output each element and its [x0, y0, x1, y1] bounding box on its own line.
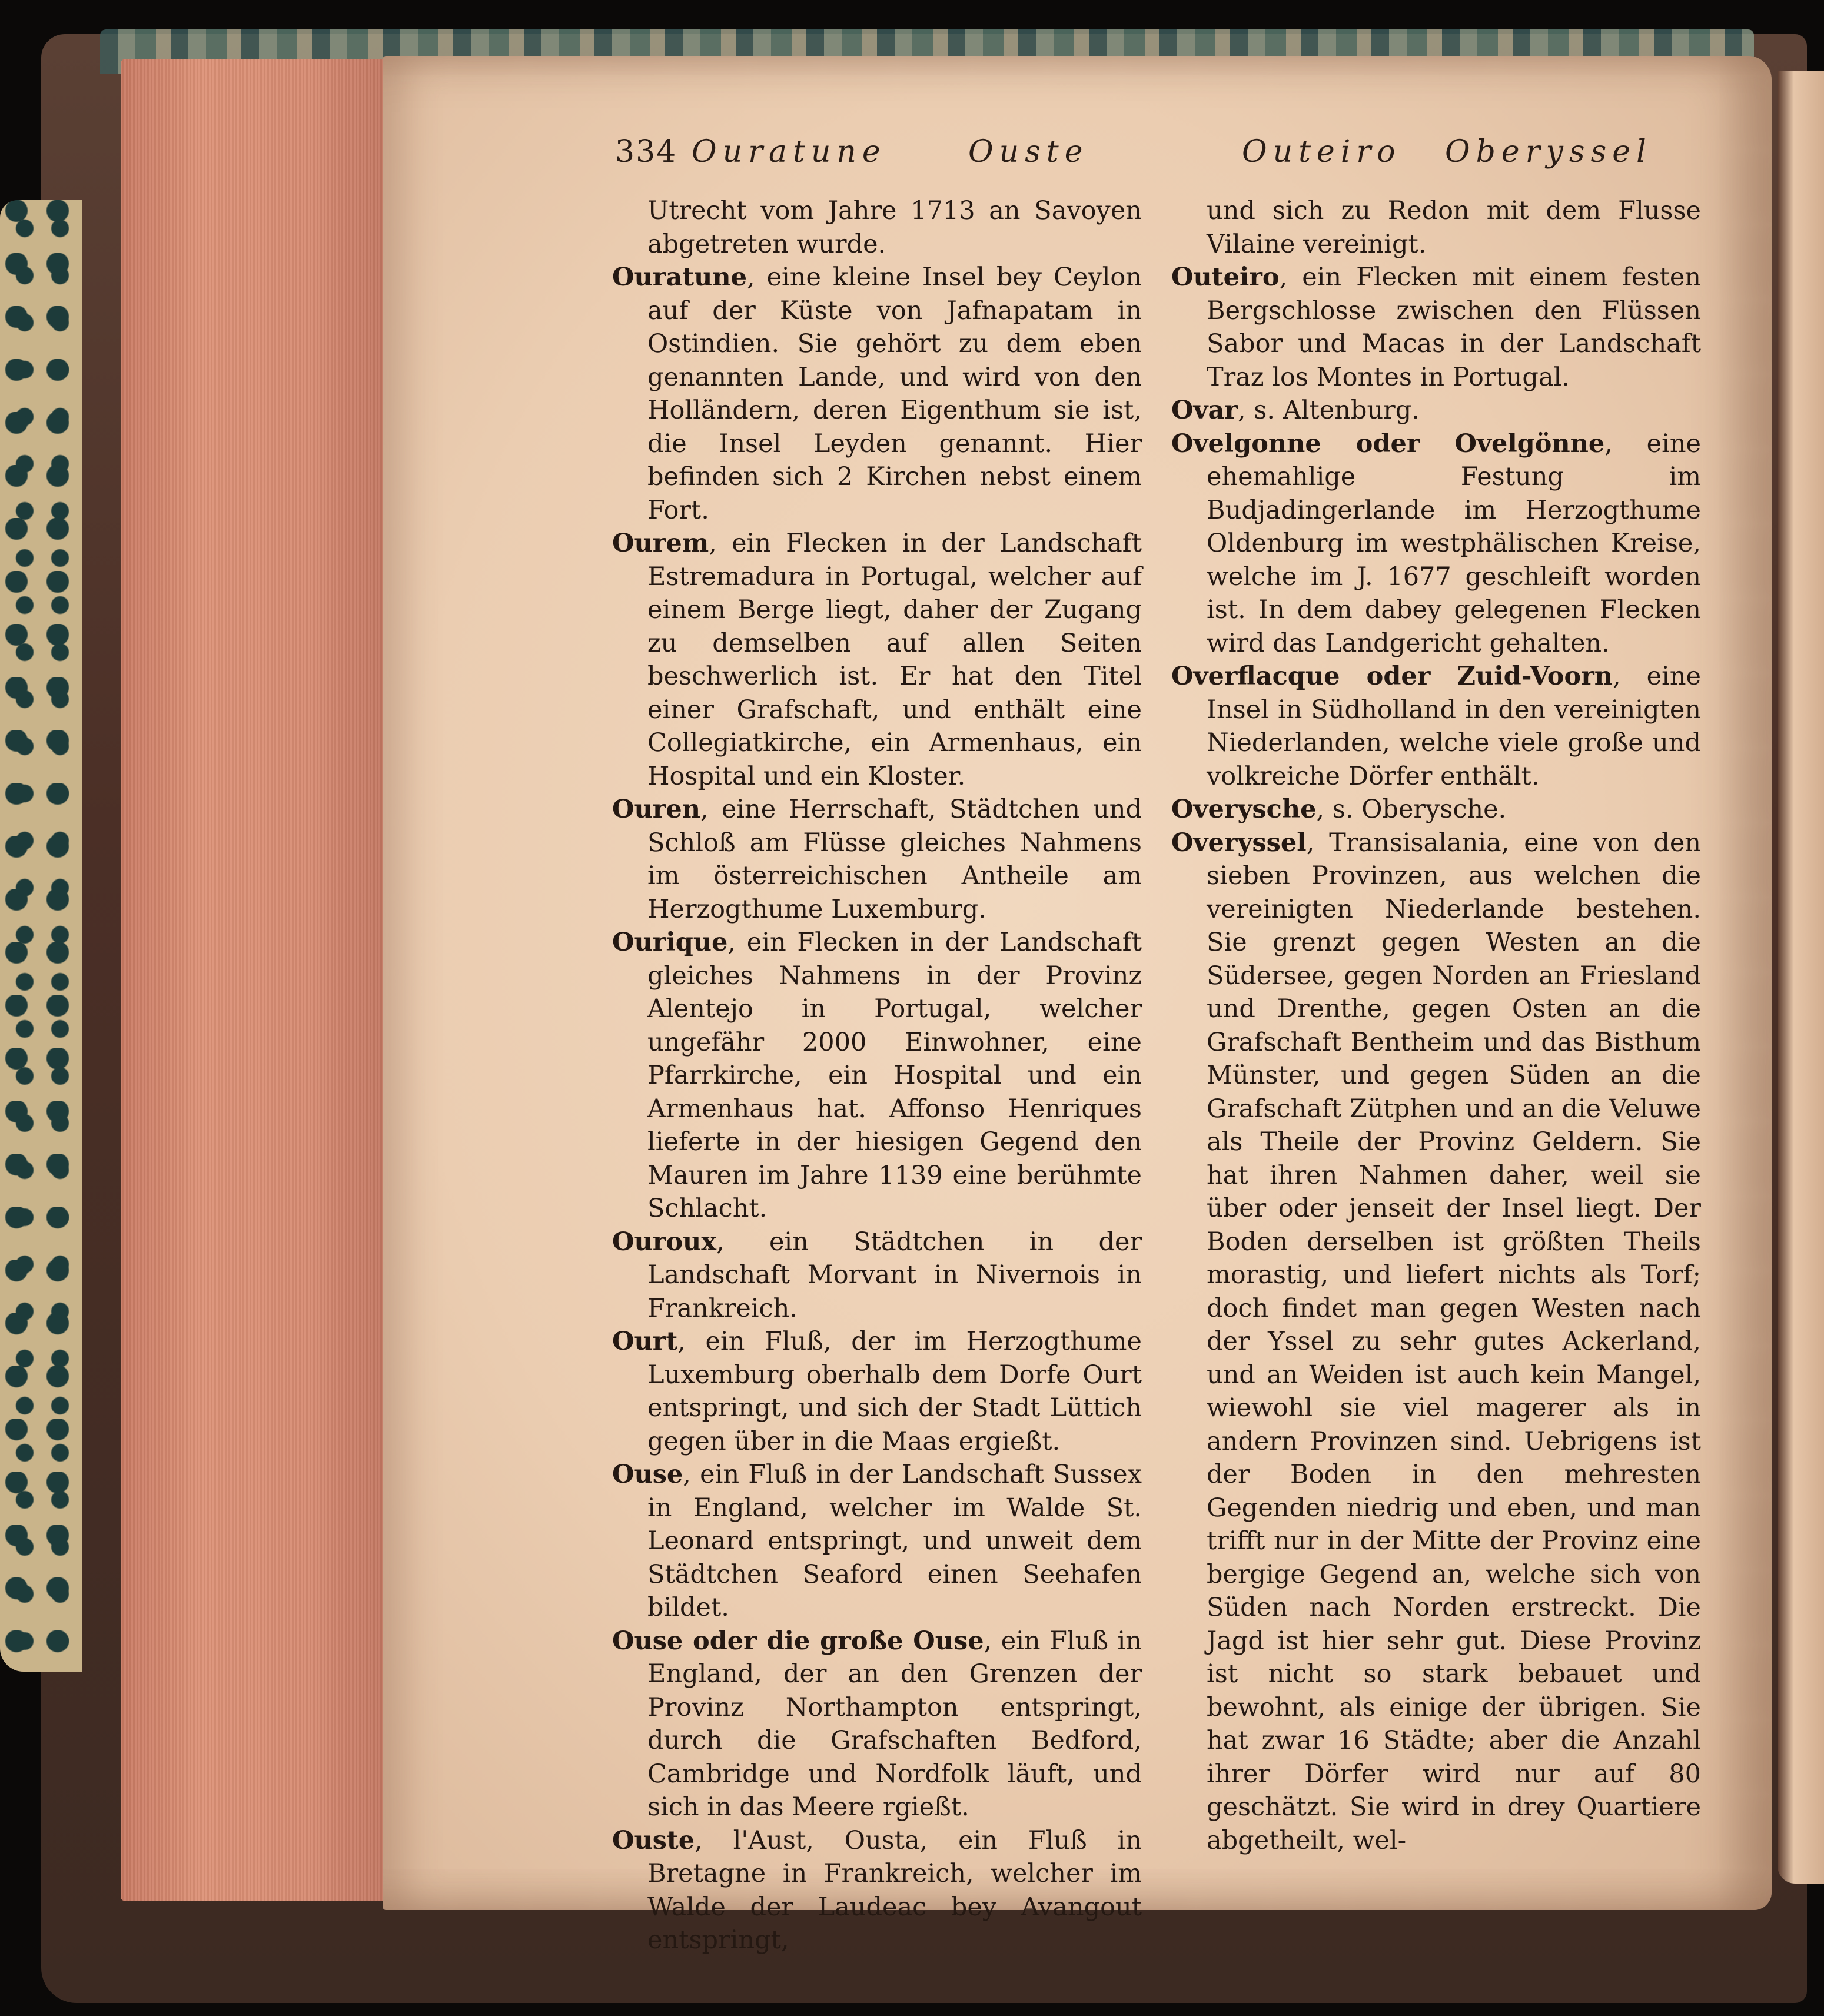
entry-text: , ein Fluß in England, der an den Grenzen der Provinz Northampton entspringt, durch die Grafschaften Bedford, Cambridge und Nordfolk läuft, und sich in das Meere rgießt. [647, 1626, 1142, 1822]
page-number: 334 [615, 134, 677, 170]
dictionary-entry [612, 261, 1142, 527]
left-text-column [612, 194, 1142, 1957]
entry-text: , s. Altenburg. [1237, 396, 1420, 425]
dictionary-entry [612, 793, 1142, 926]
entry-text: , ein Fluß in der Landschaft Sussex in England, welcher im Walde St. Leonard entspringt, und unweit dem Städtchen Seaford einen Seehafen bildet. [647, 1460, 1142, 1622]
entry-headword: Ouste [612, 1825, 695, 1855]
entry-headword: Overflacque oder Zuid-Voorn [1171, 662, 1613, 691]
entry-headword: Ouren [612, 795, 700, 824]
dictionary-entry [612, 527, 1142, 793]
entry-text: , eine ehemahlige Festung im Budjadingerlande im Herzogthume Oldenburg im westphälischen Kreise, welche im J. 1677 geschleift worden ist. In dem dabey gelegenen Flecken wird das Landgericht gehalten. [1207, 429, 1702, 658]
entry-text: , eine Herrschaft, Städtchen und Schloß am Flüsse gleiches Nahmens im österreichischen Antheile am Herzogthume Luxemburg. [647, 795, 1142, 924]
entry-text: und sich zu Redon mit dem Flusse Vilaine vereinigt. [1207, 196, 1701, 259]
entry-headword: Overysche [1171, 795, 1317, 824]
dictionary-entry [1171, 394, 1701, 427]
running-headword: Ouste [968, 134, 1089, 170]
entry-headword: Outeiro [1171, 263, 1280, 292]
entry-text: , ein Fluß, der im Herzogthume Luxemburg oberhalb dem Dorfe Ourt entspringt, und sich der Stadt Lüttich gegen über in die Maas ergießt. [647, 1327, 1142, 1456]
entry-headword: Overyssel [1171, 828, 1307, 858]
facing-page-edge [1778, 71, 1824, 1884]
entry-text: , ein Flecken mit einem festen Bergschlosse zwischen den Flüssen Sabor und Macas in der Landschaft Traz los Montes in Portugal. [1207, 263, 1701, 392]
entry-text: , Transisalania, eine von den sieben Provinzen, aus welchen die vereinigten Niederlande bestehen. Sie grenzt gegen Westen an die Südersee, gegen Norden an Friesland und Drenthe, gegen Osten an die Grafschaft Bentheim und das Bisthum Münster, und gegen Süden an die Grafschaft Zütphen und an die Veluwe als Theile der Provinz Geldern. Sie hat ihren Nahmen daher, weil sie über oder jenseit der Insel liegt. Der Boden derselben ist größten Theils morastig, und liefert nichts als Torf; doch findet man gegen Westen nach der Yssel zu sehr gutes Ackerland, und an Weiden ist auch kein Mangel, wiewohl sie viel magerer als in andern Provinzen sind. Uebrigens ist der Boden in den mehresten Gegenden niedrig und eben, und man trifft nur in der Mitte der Provinz eine bergige Gegend an, welche sich von Süden nach Norden erstreckt. Die Jagd ist hier sehr gut. Diese Provinz ist nicht so stark bebauet und bewohnt, als einige der übrigen. Sie hat zwar 16 Städte; aber die Anzahl ihrer Dörfer wird nur auf 80 geschätzt. Sie wird in drey Quartiere abgetheilt, wel- [1207, 828, 1701, 1855]
dictionary-entry [1171, 793, 1701, 826]
marbled-cover [0, 200, 82, 1672]
running-headword: Outeiro [1242, 134, 1401, 170]
dictionary-entry [612, 1325, 1142, 1458]
dictionary-entry [612, 1225, 1142, 1326]
entry-text: , ein Flecken in der Landschaft Estremadura in Portugal, welcher auf einem Berge liegt, daher der Zugang zu demselben auf allen Seiten beschwerlich ist. Er hat den Titel einer Grafschaft, und enthält eine Collegiatkirche, ein Armenhaus, ein Hospital und ein Kloster. [647, 529, 1142, 791]
running-headword: Oberyssel [1445, 134, 1652, 170]
dictionary-entry [1171, 261, 1701, 394]
right-text-column [1171, 194, 1701, 1857]
entry-text: , s. Oberysche. [1316, 795, 1507, 824]
entry-text: , ein Städtchen in der Landschaft Morvant in Nivernois in Frankreich. [647, 1227, 1142, 1323]
entry-headword: Ovar [1171, 396, 1238, 425]
entry-headword: Ovelgonne oder Ovelgönne [1171, 429, 1605, 459]
entry-headword: Ouse oder die große Ouse [612, 1626, 984, 1656]
entry-headword: Ourt [612, 1327, 678, 1356]
entry-headword: Ouratune [612, 263, 747, 292]
page-edges [121, 59, 391, 1901]
running-headword: Ouratune [692, 134, 886, 170]
entry-text: , eine kleine Insel bey Ceylon auf der Küste von Jafnapatam in Ostindien. Sie gehört zu dem eben genannten Lande, und wird von den Holländern, deren Eigenthum sie ist, die Insel Leyden genannt. Hier befinden sich 2 Kirchen nebst einem Fort. [647, 263, 1142, 525]
entry-headword: Ourem [612, 529, 709, 558]
dictionary-entry [1171, 826, 1701, 1858]
entry-headword: Ouroux [612, 1227, 716, 1257]
continued-text [1171, 194, 1701, 261]
dictionary-entry [612, 1625, 1142, 1824]
entry-headword: Ouse [612, 1460, 683, 1489]
dictionary-entry [612, 1824, 1142, 1957]
dictionary-entry [1171, 427, 1701, 660]
entry-text: , l'Aust, Ousta, ein Fluß in Bretagne in Frankreich, welcher im Walde der Laudeac bey Avangout entspringt, [647, 1825, 1142, 1955]
running-header [615, 134, 1652, 187]
entry-headword: Ourique [612, 928, 728, 957]
dictionary-entry [1171, 660, 1701, 793]
entry-text: Utrecht vom Jahre 1713 an Savoyen abgetreten wurde. [647, 196, 1142, 259]
entry-text: , ein Flecken in der Landschaft gleiches Nahmens in der Provinz Alentejo in Portugal, welcher ungefähr 2000 Einwohner, eine Pfarrkirche, ein Hospital und ein Armenhaus hat. Affonso Henriques lieferte in der hiesigen Gegend den Mauren im Jahre 1139 eine berühmte Schlacht. [647, 928, 1142, 1223]
dictionary-entry [612, 1458, 1142, 1625]
entry-text: , eine Insel in Südholland in den vereinigten Niederlanden, welche viele große und volkreiche Dörfer enthält. [1207, 662, 1701, 791]
dictionary-entry [612, 926, 1142, 1225]
continued-text [612, 194, 1142, 261]
